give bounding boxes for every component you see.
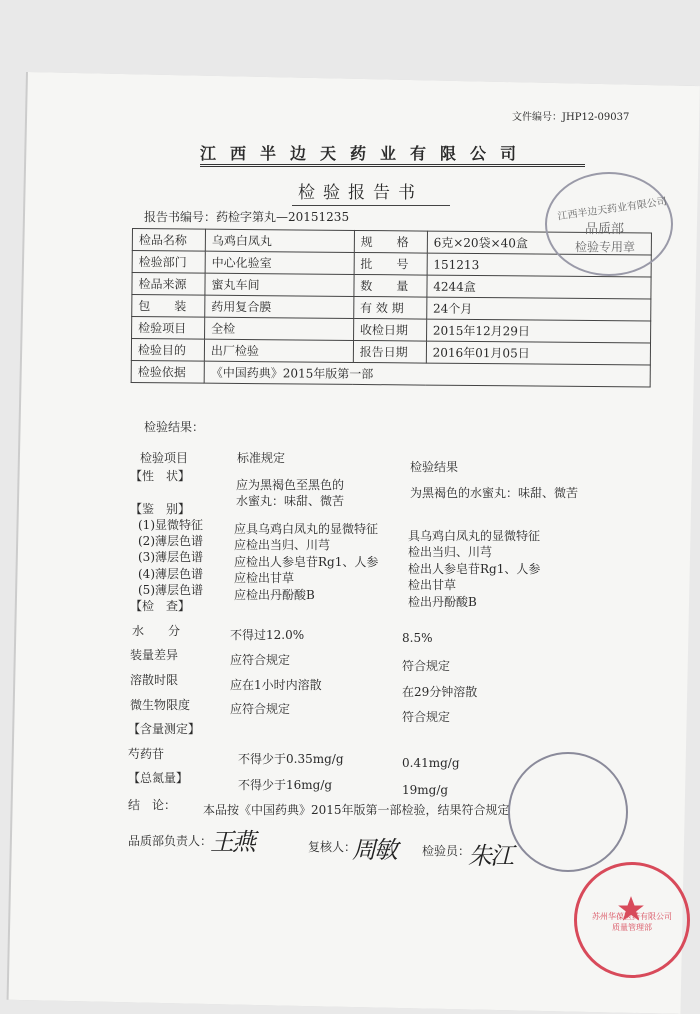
stamp-text-company: 江西半边天药业有限公司 [557, 196, 668, 223]
product-name-label: 检品名称 [132, 229, 205, 252]
package: 药用复合膜 [205, 295, 354, 318]
results-heading: 检验结果： [144, 420, 205, 434]
character-result: 为黑褐色的水蜜丸：味甜、微苦 [410, 486, 579, 500]
spec: 6克×20袋×40盒 [427, 231, 651, 255]
col-result: 检验结果 [410, 460, 459, 474]
qa-head-signature: 王燕 [210, 828, 254, 856]
inspector-label: 检验员： [422, 844, 471, 858]
list-item: 符合规定 [402, 659, 451, 673]
list-item: 应检出丹酚酸B [234, 588, 315, 602]
list-item: 不得过12.0% [230, 628, 305, 642]
file-number: 文件编号：JHP12-09037 [512, 112, 630, 123]
company-underline [200, 164, 585, 167]
list-item: 0.41mg/g [402, 756, 460, 770]
basis: 《中国药典》2015年版第一部 [204, 361, 650, 387]
character-std-2: 水蜜丸：味甜、微苦 [236, 494, 345, 508]
character-std-1: 应为黑褐色至黑色的 [236, 478, 345, 492]
list-item: 8.5% [402, 631, 433, 645]
basis-label: 检验依据 [131, 360, 204, 383]
reviewer-label: 复核人： [308, 840, 357, 854]
company-name: 江西半边天药业有限公司 [200, 144, 531, 163]
stamp-text-quality: 苏州华葆医药有限公司 质量管理部 [592, 912, 672, 932]
report-number: 报告书编号：药检字第丸—20151235 [144, 210, 350, 224]
list-item: 不得少于0.35mg/g [238, 752, 344, 766]
col-item: 检验项目 [140, 451, 189, 465]
product-name: 乌鸡白凤丸 [205, 229, 354, 252]
validity: 24个月 [426, 297, 650, 321]
list-item: 19mg/g [402, 783, 449, 797]
item: 全检 [205, 317, 354, 340]
list-item: 应检出人参皂苷Rg1、人参 [234, 555, 379, 569]
inspector-signature: 朱江 [468, 842, 512, 870]
list-item: 具乌鸡白凤丸的显微特征 [408, 529, 541, 543]
character-heading: 【性 状】 [130, 469, 191, 483]
batch-label: 批 号 [354, 252, 427, 275]
list-item: (3)薄层色谱 [138, 550, 203, 564]
received: 2015年12月29日 [426, 319, 650, 343]
spec-label: 规 格 [354, 230, 427, 253]
list-item: 符合规定 [402, 710, 451, 724]
package-label: 包 装 [132, 295, 205, 318]
list-item: 微生物限度 [130, 698, 191, 712]
item-label: 检验项目 [132, 317, 205, 340]
validity-label: 有 效 期 [353, 296, 426, 319]
report-date: 2016年01月05日 [426, 341, 650, 365]
list-item: 溶散时限 [130, 673, 179, 687]
purpose: 出厂检验 [204, 339, 353, 362]
reviewer-signature: 周敏 [352, 836, 396, 864]
list-item: 不得少于16mg/g [238, 778, 333, 792]
check-heading: 【检 查】 [130, 599, 191, 613]
list-item: 在29分钟溶散 [402, 685, 478, 699]
list-item: 应具乌鸡白凤丸的显微特征 [234, 522, 379, 536]
source: 蜜丸车间 [205, 273, 354, 296]
inspection-stamp [545, 172, 673, 276]
table-row [131, 360, 650, 387]
batch: 151213 [427, 253, 651, 277]
list-item: 应检出甘草 [234, 571, 295, 585]
qa-head-label: 品质部负责人： [128, 834, 213, 848]
list-item: 检出人参皂苷Rg1、人参 [408, 562, 541, 576]
assay-heading: 【含量测定】 [128, 722, 201, 736]
list-item: 装量差异 [130, 648, 179, 662]
col-standard: 标准规定 [237, 451, 286, 465]
quality-seal-red [574, 862, 690, 978]
dept-label: 检验部门 [132, 251, 205, 274]
identification-heading: 【鉴 别】 [130, 502, 191, 516]
report-title: 检验报告书 [298, 183, 423, 203]
list-item: 【总氮量】 [128, 771, 189, 785]
list-item: (4)薄层色谱 [138, 567, 203, 581]
list-item: 芍药苷 [128, 747, 165, 761]
list-item: 应在1小时内溶散 [230, 678, 322, 692]
star-icon [617, 895, 645, 923]
list-item: (2)薄层色谱 [138, 534, 203, 548]
purpose-label: 检验目的 [131, 339, 204, 362]
list-item: 水 分 [132, 624, 181, 638]
quantity: 4244盒 [427, 275, 651, 299]
list-item: 检出甘草 [408, 578, 457, 592]
conclusion-text: 本品按《中国药典》2015年版第一部检验，结果符合规定 [203, 803, 510, 817]
stamp-text-purpose: 检验专用章 [575, 240, 636, 254]
title-underline [292, 205, 450, 206]
source-label: 检品来源 [132, 273, 205, 296]
list-item: (1)显微特征 [138, 518, 203, 532]
list-item: (5)薄层色谱 [138, 583, 203, 597]
list-item: 检出当归、川芎 [408, 545, 493, 559]
dept: 中心化验室 [205, 251, 354, 274]
list-item: 应检出当归、川芎 [234, 538, 331, 552]
list-item: 应符合规定 [230, 702, 291, 716]
conclusion-label: 结 论： [128, 798, 177, 812]
report-date-label: 报告日期 [353, 340, 426, 363]
company-seal-gray [508, 752, 628, 872]
list-item: 检出丹酚酸B [408, 595, 477, 609]
list-item: 应符合规定 [230, 653, 291, 667]
quantity-label: 数 量 [354, 274, 427, 297]
stamp-text-dept: 品质部 [585, 222, 625, 237]
received-label: 收检日期 [353, 318, 426, 341]
